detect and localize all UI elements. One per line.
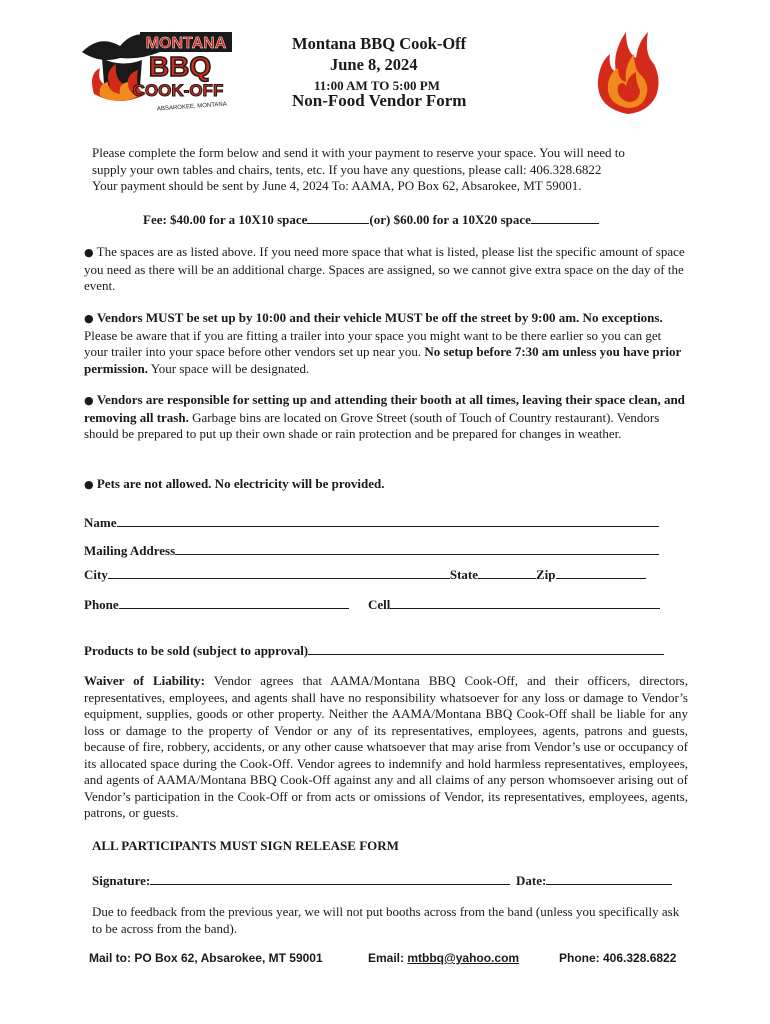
- city-state-zip-field: [84, 566, 646, 583]
- name-field: [84, 514, 659, 531]
- bullet-icon: ●: [84, 246, 94, 259]
- fee-10x10-label: Fee: $40.00 for a 10X10 space: [143, 212, 308, 227]
- footer-phone: Phone: 406.328.6822: [559, 951, 677, 965]
- phone-label: Phone: [84, 597, 119, 612]
- event-time: 11:00 AM TO 5:00 PM: [314, 78, 440, 93]
- waiver-label: Waiver of Liability:: [84, 673, 205, 688]
- event-date: June 8, 2024: [330, 55, 418, 74]
- bullet-icon: ●: [84, 312, 94, 325]
- fee-10x20-label: (or) $60.00 for a 10X20 space: [369, 212, 531, 227]
- city-input[interactable]: [108, 566, 450, 579]
- feedback-note: Due to feedback from the previous year, we will not put booths across from the band (unless you specifically ask to be across from the band).: [92, 904, 680, 936]
- bullet-bold-text: No setup before 7:30 am unless you have prior permission.: [84, 344, 682, 376]
- bullet-icon: ●: [84, 394, 94, 407]
- logo-bbq-text: BBQ: [148, 51, 212, 82]
- fee-line: [143, 212, 599, 228]
- form-title: Non-Food Vendor Form: [292, 91, 467, 110]
- logo-location-text: ABSAROKEE, MONTANA: [156, 101, 228, 113]
- bullet-space-info: [84, 244, 688, 295]
- intro-line: Please complete the form below and send it with your payment to reserve your space. You will need to: [92, 145, 625, 160]
- bullet-setup-info: [84, 310, 688, 377]
- cell-input[interactable]: [390, 596, 660, 609]
- footer-email-label: Email:: [368, 951, 408, 965]
- bullet-text: The spaces are as listed above. If you need more space that what is listed, please list the specific amount of space you need as there will be an additional charge. Spaces are assigned, so we cannot give extra space on the day of the event.: [84, 244, 685, 293]
- mailing-address-label: Mailing Address: [84, 543, 176, 558]
- products-field: [84, 642, 664, 659]
- intro-paragraph: [92, 145, 692, 195]
- cell-field: [368, 596, 660, 613]
- footer-mail-address: Mail to: PO Box 62, Absarokee, MT 59001: [89, 951, 323, 965]
- bullet-booth-info: [84, 392, 688, 443]
- products-label: Products to be sold (subject to approval): [84, 643, 309, 658]
- signature-field: [92, 872, 510, 889]
- signature-input[interactable]: [150, 872, 510, 885]
- footer-email-link[interactable]: mtbbq@yahoo.com: [407, 951, 520, 965]
- city-label: City: [84, 567, 108, 582]
- name-label: Name: [84, 515, 117, 530]
- mailing-address-input[interactable]: [175, 542, 659, 555]
- waiver-text: Vendor agrees that AAMA/Montana BBQ Cook-Off, and their officers, directors, representatives, employees, and agents shall have no responsibility whatsoever for any loss or damage to Vendor’s equipment, supplies, goods or other property. Neither the AAMA/Montana BBQ Cook-Off shall be liable for any loss or damage to the property of Vendor or any of its representatives, employees, agents, patrons and guests, because of fire, robbery, accidents, or any other cause whatsoever that may arise from Vendor’s use or occupancy of its allocated space during the Cook-Off. Vendor agrees to indemnify and hold harmless representatives, employees, and agents of AAMA/Montana BBQ Cook-Off against any and all claims of any person whomsoever arising out of Vendor’s participation in the Cook-Off or from acts or omissions of Vendor, its representatives, employees, agents, patrons, or guests.: [84, 673, 688, 820]
- intro-line: Your payment should be sent by June 4, 2024 To: AAMA, PO Box 62, Absarokee, MT 59001.: [92, 178, 582, 193]
- phone-field: [84, 596, 349, 613]
- bullet-bold-text: Vendors MUST be set up by 10:00 and their vehicle MUST be off the street by 9:00 am. No exceptions.: [96, 310, 663, 325]
- flame-icon: [592, 24, 664, 116]
- bullet-text: Pets are not allowed. No electricity will be provided.: [96, 476, 385, 491]
- bullet-bold-text: Vendors are responsible for setting up and attending their booth at all times, leaving their space clean, and removing all trash.: [84, 392, 685, 425]
- name-input[interactable]: [117, 514, 659, 527]
- zip-label: Zip: [536, 567, 556, 582]
- signature-label: Signature:: [92, 873, 151, 888]
- bullet-text: Your space will be designated.: [147, 360, 310, 376]
- state-input[interactable]: [478, 566, 536, 579]
- intro-line: supply your own tables and chairs, tents, etc. If you have any questions, please call: 406.328.6822: [92, 161, 602, 177]
- products-input[interactable]: [308, 642, 664, 655]
- fee-10x10-blank[interactable]: [307, 212, 369, 224]
- bullet-text: Garbage bins are located on Grove Street (south of Touch of Country restaurant). Vendors should be prepared to put up their own shade or rain protection and be prepared for changes in weather.: [84, 409, 660, 441]
- logo-cookoff-text: COOK-OFF: [132, 81, 224, 100]
- date-label: Date:: [516, 873, 547, 888]
- date-field: [516, 872, 672, 889]
- waiver-paragraph: [84, 673, 688, 822]
- date-input[interactable]: [546, 872, 672, 885]
- state-label: State: [449, 567, 479, 582]
- cell-label: Cell: [368, 597, 391, 612]
- bullet-icon: ●: [84, 478, 94, 491]
- mailing-address-field: [84, 542, 659, 559]
- event-title: Montana BBQ Cook-Off: [292, 34, 467, 53]
- phone-input[interactable]: [119, 596, 349, 609]
- footer-email: [368, 951, 519, 965]
- montana-bbq-logo: [80, 24, 235, 114]
- zip-input[interactable]: [556, 566, 646, 579]
- release-heading: ALL PARTICIPANTS MUST SIGN RELEASE FORM: [92, 838, 399, 853]
- bullet-pets-info: [84, 476, 688, 494]
- fee-10x20-blank[interactable]: [531, 212, 599, 224]
- bullet-text: Please be aware that if you are fitting a trailer into your space you might want to be there earlier so you can get your trailer into your space before other vendors set up near you.: [84, 327, 662, 359]
- logo-montana-text: MONTANA: [145, 35, 227, 52]
